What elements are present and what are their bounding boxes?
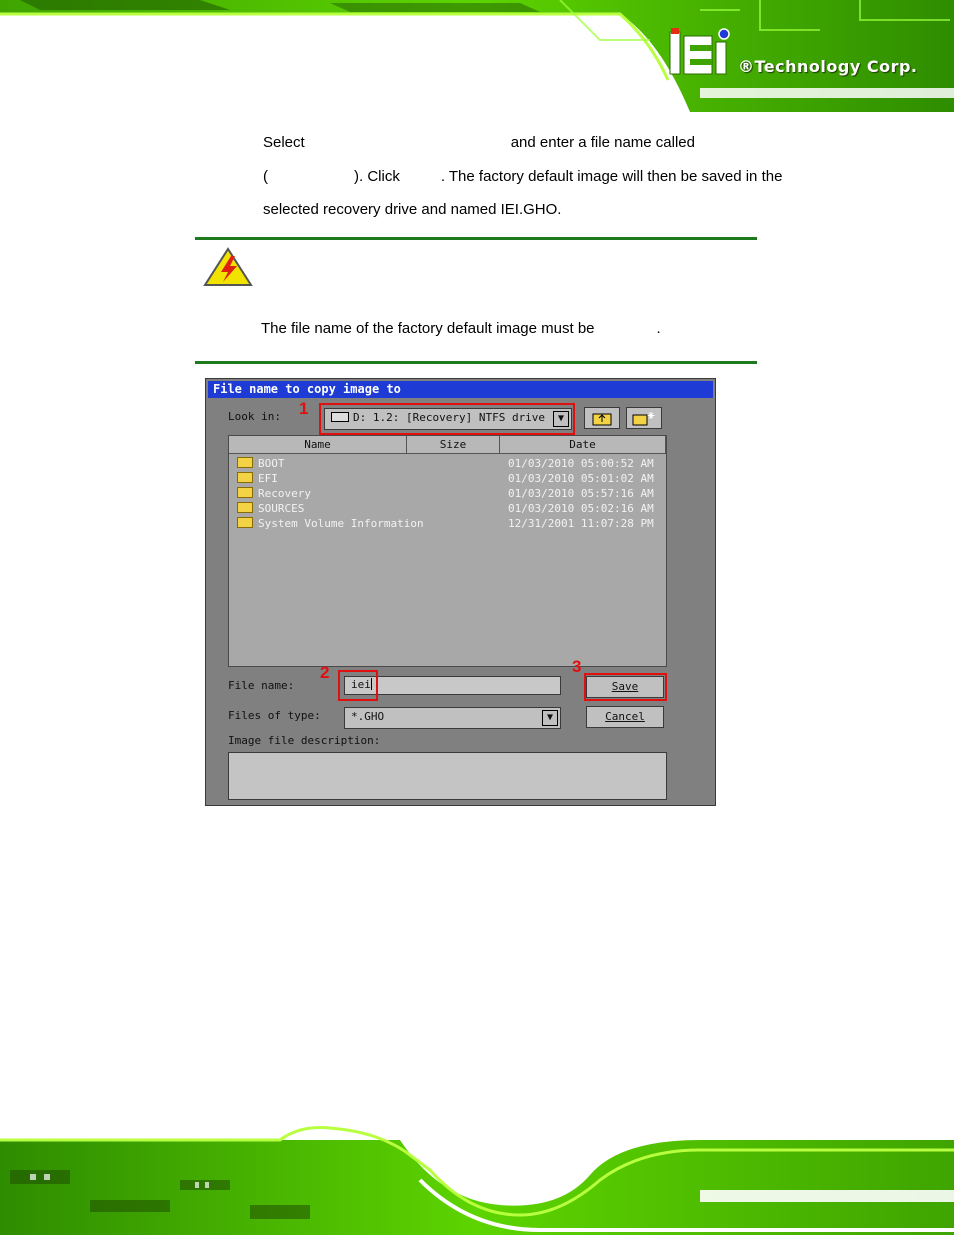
file-name-label: File name: [228, 679, 295, 692]
folder-icon [237, 502, 253, 513]
warning-text-main: The file name of the factory default image must be [261, 320, 595, 337]
file-row[interactable] [237, 516, 654, 531]
file-date: 12/31/2001 11:07:28 PM [508, 517, 654, 530]
folder-icon [237, 517, 253, 528]
file-row[interactable] [237, 471, 654, 486]
look-in-label: Look in: [228, 410, 281, 423]
chevron-down-icon[interactable]: ▼ [542, 710, 558, 726]
description-label: Image file description: [228, 734, 381, 747]
instruction-select: Select [263, 134, 305, 151]
file-name-value: iei [351, 678, 371, 691]
file-row[interactable] [237, 501, 654, 516]
column-name[interactable]: Name [229, 436, 407, 454]
file-name: SOURCES [258, 502, 305, 515]
file-date: 01/03/2010 05:57:16 AM [508, 487, 654, 500]
instruction-paren-open: ( [263, 168, 268, 185]
callout-box-save [584, 673, 667, 701]
file-name: BOOT [258, 457, 285, 470]
look-in-value: D: 1.2: [Recovery] NTFS drive [353, 411, 546, 424]
instruction-enter-name: and enter a file name called [510, 134, 695, 151]
cancel-button[interactable]: Cancel [586, 706, 664, 728]
warning-text [261, 320, 661, 338]
warning-text-end: . [656, 320, 661, 337]
file-list[interactable] [228, 435, 667, 667]
callout-box-file-name [338, 670, 378, 701]
chevron-down-icon[interactable]: ▼ [553, 411, 569, 427]
header-banner [0, 0, 954, 112]
footer-banner [0, 1120, 954, 1235]
instruction-line-3: selected recovery drive and named IEI.GHO. [263, 201, 562, 218]
file-save-dialog [205, 378, 716, 806]
description-input[interactable] [228, 752, 667, 800]
brand-name: ®Technology Corp. [738, 57, 918, 76]
save-button[interactable]: Save [586, 676, 664, 698]
instruction-saved: . The factory default image will then be saved in the [440, 168, 783, 185]
file-date: 01/03/2010 05:00:52 AM [508, 457, 654, 470]
file-name: EFI [258, 472, 278, 485]
instruction-line-2 [263, 168, 782, 186]
column-date[interactable]: Date [500, 436, 666, 454]
file-type-dropdown[interactable] [344, 707, 561, 729]
folder-icon [237, 472, 253, 483]
column-size[interactable]: Size [407, 436, 500, 454]
folder-icon [237, 457, 253, 468]
callout-box-look-in [319, 403, 575, 435]
warning-icon [203, 247, 253, 287]
dialog-title: File name to copy image to [208, 381, 713, 398]
instruction-click: ). Click [354, 168, 400, 185]
callout-number-2: 2 [320, 663, 330, 682]
warning-top-rule [195, 237, 757, 240]
new-folder-button[interactable] [626, 407, 662, 429]
instruction-line-1 [263, 134, 695, 152]
callout-number-3: 3 [572, 657, 582, 676]
file-name: System Volume Information [258, 517, 424, 530]
up-folder-button[interactable] [584, 407, 620, 429]
file-type-label: Files of type: [228, 709, 321, 722]
folder-icon [237, 487, 253, 498]
up-folder-icon [591, 410, 613, 426]
file-date: 01/03/2010 05:01:02 AM [508, 472, 654, 485]
file-type-value: *.GHO [351, 710, 385, 723]
file-row[interactable] [237, 486, 654, 501]
file-date: 01/03/2010 05:02:16 AM [508, 502, 654, 515]
warning-bottom-rule [195, 361, 757, 364]
file-name: Recovery [258, 487, 311, 500]
new-folder-icon [631, 410, 657, 426]
callout-number-1: 1 [299, 399, 309, 418]
file-row[interactable] [237, 456, 654, 471]
iei-logo [668, 28, 738, 76]
